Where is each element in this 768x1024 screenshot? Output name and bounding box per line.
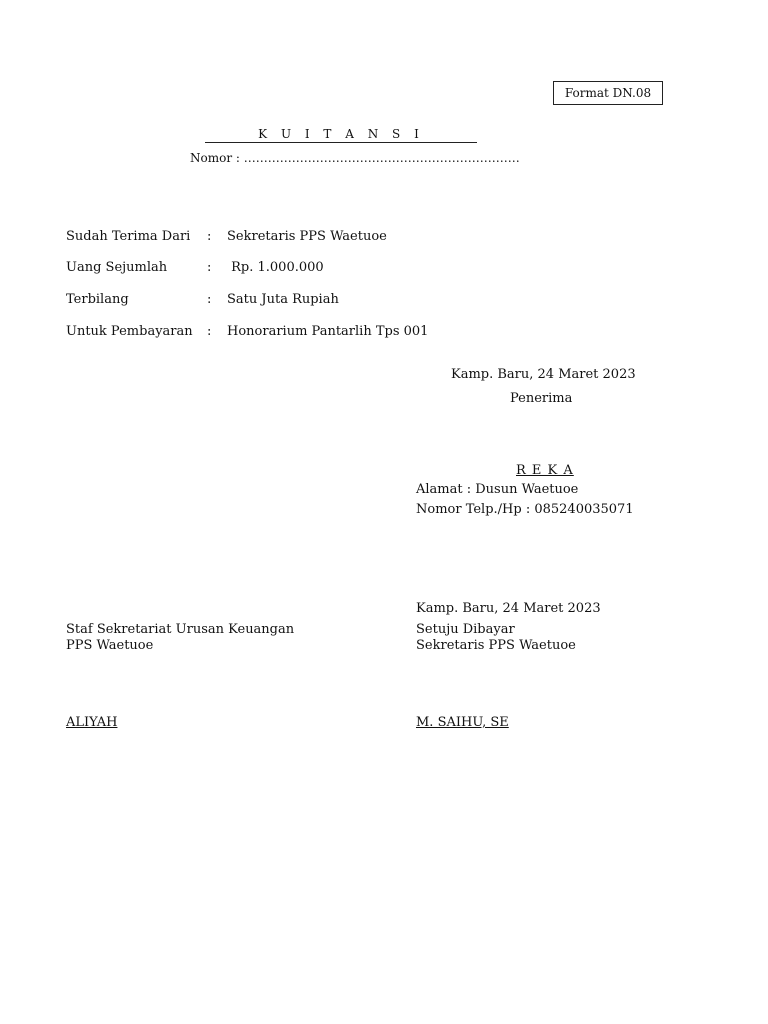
- finance-staff-org: PPS Waetuoe: [66, 638, 154, 653]
- receipt-number: Nomor : ……………………………………………………………: [190, 151, 520, 165]
- field-colon: :: [207, 229, 212, 244]
- field-value-in-words: Satu Juta Rupiah: [227, 292, 339, 307]
- title-underline: [205, 142, 477, 143]
- field-value-received-from: Sekretaris PPS Waetuoe: [227, 229, 387, 244]
- receiver-address: Alamat : Dusun Waetuoe: [416, 482, 579, 497]
- approval-status: Setuju Dibayar: [416, 622, 515, 637]
- receiver-name: R E K A: [516, 463, 574, 478]
- field-value-payment-for: Honorarium Pantarlih Tps 001: [227, 324, 429, 339]
- field-label-in-words: Terbilang: [66, 292, 129, 307]
- finance-staff-role: Staf Sekretariat Urusan Keuangan: [66, 622, 295, 637]
- secretary-role: Sekretaris PPS Waetuoe: [416, 638, 576, 653]
- format-code-box: Format DN.08: [553, 81, 663, 105]
- approval-place-date: Kamp. Baru, 24 Maret 2023: [416, 601, 601, 616]
- field-label-amount: Uang Sejumlah: [66, 260, 168, 275]
- receiver-phone: Nomor Telp./Hp : 085240035071: [416, 502, 634, 517]
- field-label-payment-for: Untuk Pembayaran: [66, 324, 193, 339]
- receiver-role: Penerima: [510, 391, 573, 406]
- field-colon: :: [207, 324, 212, 339]
- field-label-received-from: Sudah Terima Dari: [66, 229, 191, 244]
- field-colon: :: [207, 260, 212, 275]
- field-colon: :: [207, 292, 212, 307]
- receiver-place-date: Kamp. Baru, 24 Maret 2023: [451, 367, 636, 382]
- finance-staff-name: ALIYAH: [66, 715, 118, 730]
- document-title: K U I T A N S I: [258, 127, 424, 141]
- secretary-name: M. SAIHU, SE: [416, 715, 509, 730]
- field-value-amount: Rp. 1.000.000: [227, 260, 324, 275]
